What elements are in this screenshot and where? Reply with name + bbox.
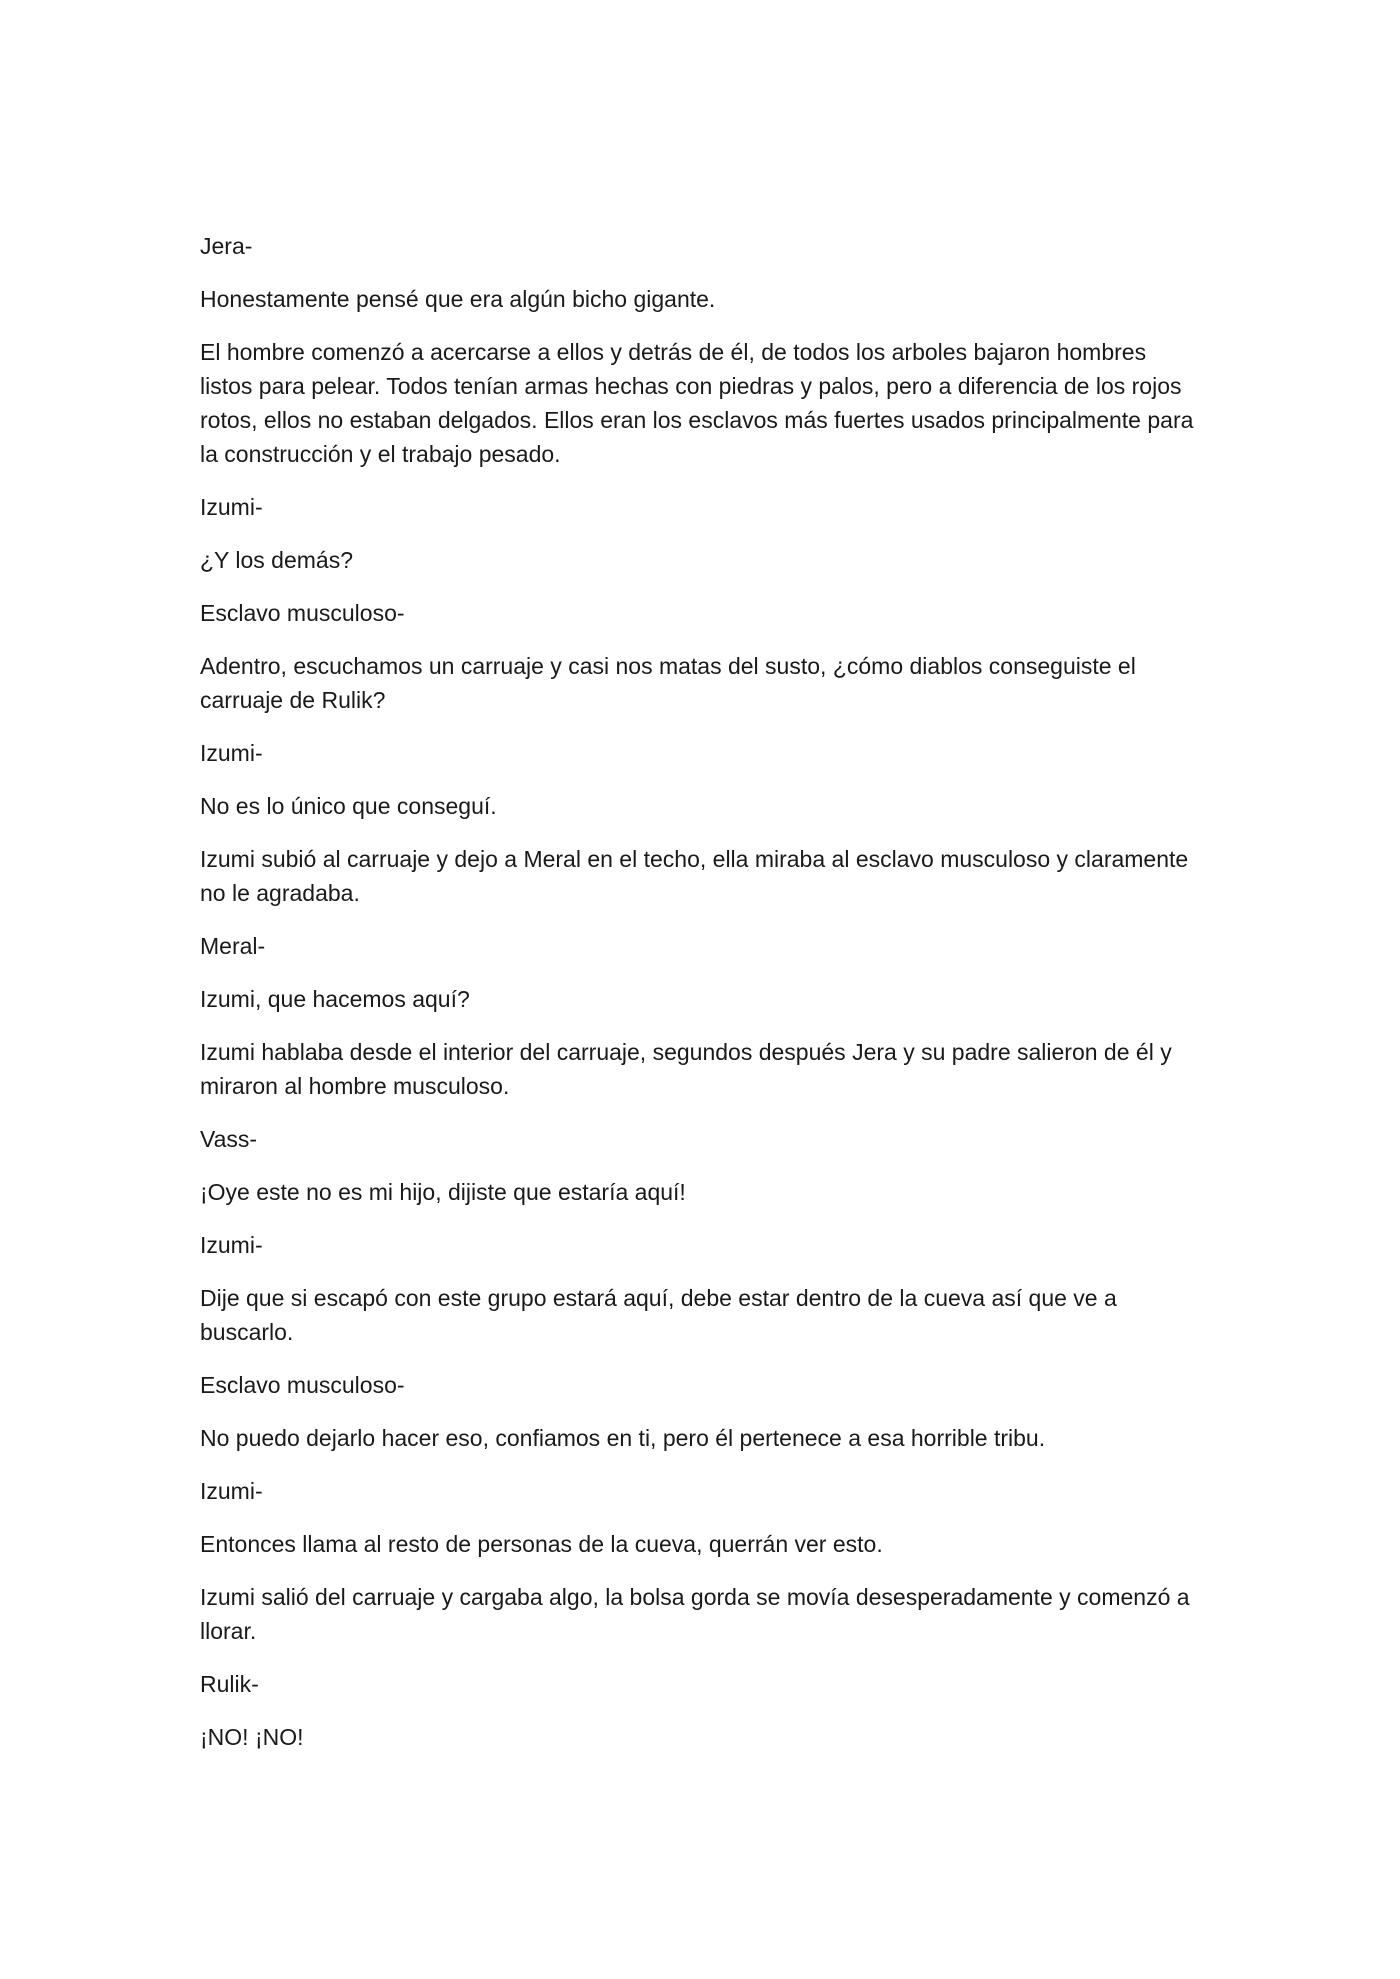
- speaker-label: Esclavo musculoso-: [200, 1372, 405, 1398]
- speaker-label: Meral-: [200, 933, 266, 959]
- speaker-label: Vass-: [200, 1126, 258, 1152]
- dialogue-line: Dije que si escapó con este grupo estará aquí, debe estar dentro de la cueva así que ve a buscarlo.: [200, 1285, 1117, 1345]
- dialogue-line: Izumi, que hacemos aquí?: [200, 986, 470, 1012]
- speaker-label: Rulik-: [200, 1671, 259, 1697]
- speaker-label: Esclavo musculoso-: [200, 600, 405, 626]
- narration-paragraph: Izumi salió del carruaje y cargaba algo, la bolsa gorda se movía desesperadamente y comenzó a llorar.: [200, 1584, 1190, 1644]
- document-page: [200, 229, 1200, 1773]
- dialogue-line: ¡NO! ¡NO!: [200, 1724, 304, 1750]
- narration-paragraph: El hombre comenzó a acercarse a ellos y detrás de él, de todos los arboles bajaron hombres listos para pelear. Todos tenían armas hechas con piedras y palos, pero a diferencia de los rojos rotos, ellos no estaban delgados. Ellos eran los esclavos más fuertes usados principalmente para la construcción y el trabajo pesado.: [200, 339, 1194, 467]
- speaker-label: Izumi-: [200, 1232, 263, 1258]
- speaker-label: Jera-: [200, 233, 253, 259]
- narration-paragraph: Izumi hablaba desde el interior del carruaje, segundos después Jera y su padre salieron de él y miraron al hombre musculoso.: [200, 1039, 1172, 1099]
- dialogue-line: No es lo único que conseguí.: [200, 793, 497, 819]
- dialogue-line: Honestamente pensé que era algún bicho gigante.: [200, 286, 716, 312]
- speaker-label: Izumi-: [200, 740, 263, 766]
- dialogue-line: Entonces llama al resto de personas de la cueva, querrán ver esto.: [200, 1531, 883, 1557]
- dialogue-line: No puedo dejarlo hacer eso, confiamos en ti, pero él pertenece a esa horrible tribu.: [200, 1425, 1046, 1451]
- speaker-label: Izumi-: [200, 1478, 263, 1504]
- narration-paragraph: Izumi subió al carruaje y dejo a Meral en el techo, ella miraba al esclavo musculoso y claramente no le agradaba.: [200, 846, 1189, 906]
- speaker-label: Izumi-: [200, 494, 263, 520]
- dialogue-line: ¿Y los demás?: [200, 547, 353, 573]
- dialogue-line: ¡Oye este no es mi hijo, dijiste que estaría aquí!: [200, 1179, 686, 1205]
- dialogue-line: Adentro, escuchamos un carruaje y casi nos matas del susto, ¿cómo diablos conseguiste el carruaje de Rulik?: [200, 653, 1136, 713]
